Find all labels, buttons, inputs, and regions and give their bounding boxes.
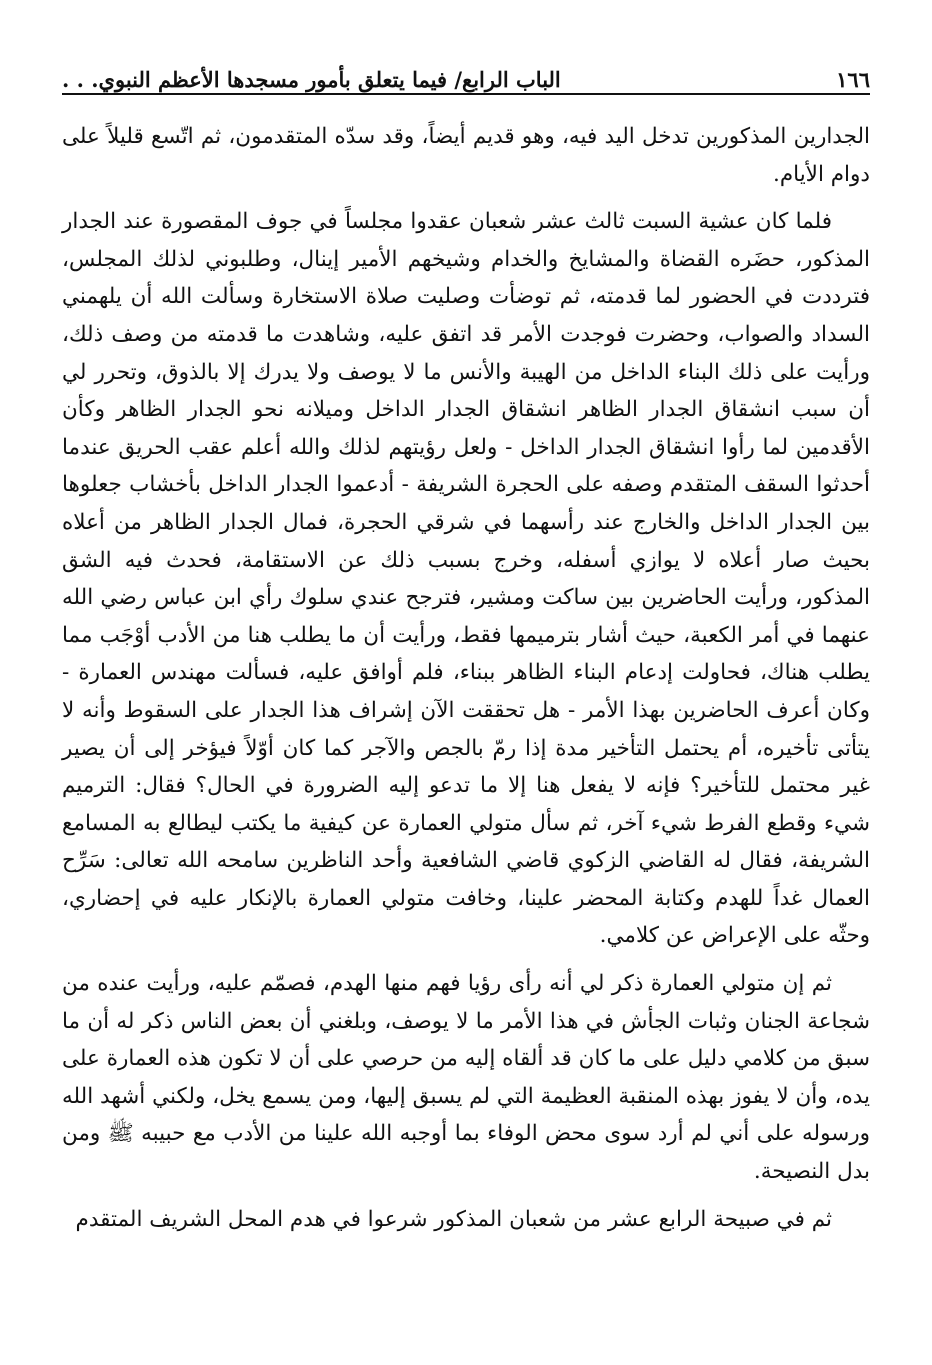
page-number: ١٦٦ bbox=[836, 67, 870, 92]
page-header bbox=[62, 56, 870, 92]
page-body bbox=[62, 118, 870, 1238]
paragraph-3: ثم إن متولي العمارة ذكر لي أنه رأى رؤيا فهم منها الهدم، فصمّم عليه، ورأيت عنده من شجاعة الجنان وثبات الجأش في هذا الأمر ما لا يوصف، وبلغني أن بعض الناس ذكر له أن ما سبق من كلامي دليل على ما كان قد ألقاه إليه من حرصي على أن لا تكون هذه العمارة على يده، وأن لا يفوز بهذه المنقبة العظيمة التي لم يسبق إليها، ومن يسمع يخل، ولكني أشهد الله ورسوله على أني لم أرد سوى محض الوفاء بما أوجبه الله علينا من الأدب مع حبيبه ﷺ ومن بدل النصيحة. bbox=[62, 971, 870, 1185]
paragraph-2: فلما كان عشية السبت ثالث عشر شعبان عقدوا مجلساً في جوف المقصورة عند الجدار المذكور، حضَره القضاة والمشايخ والخدام وشيخهم الأمير إينال، وطلبوني لذلك المجلس، فترددت في الحضور لما قدمته، ثم توضأت وصليت صلاة الاستخارة وسألت الله أن يلهمني السداد والصواب، وحضرت فوجدت الأمر قد اتفق عليه، وشاهدت ما قدمته من وصف ذلك، ورأيت على ذلك البناء الداخل من الهيبة والأنس ما لا يوصف ولا يدرك إلا بالذوق، وتحرر لي أن سبب انشقاق الجدار الظاهر انشقاق الجدار الداخل وميلانه نحو الجدار الظاهر وكأن الأقدمين لما رأوا انشقاق الجدار الداخل - ولعل رؤيتهم لذلك والله أعلم عقب الحريق عندما أحدثوا السقف المتقدم وصفه على الحجرة الشريفة - أدعموا الجدار الداخل بأخشاب جعلوها بين الجدار الداخل والخارج عند رأسهما في شرقي الحجرة، فمال الجدار الظاهر من أعلاه بحيث صار أعلاه لا يوازي أسفله، وخرج بسبب ذلك عن الاستقامة، فحدث فيه الشق المذكور، ورأيت الحاضرين بين ساكت ومشير، فترجح عندي سلوك رأي ابن عباس رضي الله عنهما في أمر الكعبة، حيث أشار بترميمها فقط، ورأيت أن ما يطلب هنا من الأدب أوْجَب مما يطلب هناك، فحاولت إدعام البناء الظاهر ببناء، فلم أوافق عليه، فسألت مهندس العمارة - وكان أعرف الحاضرين بهذا الأمر - هل تحققت الآن إشراف هذا الجدار على السقوط وأنه لا يتأتى تأخيره، أم يحتمل التأخير مدة إذا رمّ بالجص والآجر كما كان أوّلاً فيؤخر إلى أن يصير غير محتمل للتأخير؟ فإنه لا يفعل هنا إلا ما تدعو إليه الضرورة في الحال؟ فقال: الترميم شيء وقطع الفرط شيء آخر، ثم سأل متولي العمارة عن كيفية ما يكتب ليطالع به المسامع الشريفة، فقال له القاضي الزكوي قاضي الشافعية وأحد الناظرين سامحه الله تعالى: سَرِّح العمال غداً للهدم وكتابة المحضر علينا، وخافت متولي العمارة بالإنكار عليه في إحضاري، وحثّه على الإعراض عن كلامي. bbox=[62, 209, 870, 949]
paragraph-4: ثم في صبيحة الرابع عشر من شعبان المذكور شرعوا في هدم المحل الشريف المتقدم bbox=[75, 1206, 832, 1232]
running-title: الباب الرابع/ فيما يتعلق بأمور مسجدها الأعظم النبوي. . . bbox=[62, 67, 561, 92]
paragraph-1: الجدارين المذكورين تدخل اليد فيه، وهو قديم أيضاً، وقد سدّه المتقدمون، ثم اتّسع قليلاً على دوام الأيام. bbox=[62, 124, 870, 187]
header-rule bbox=[62, 93, 870, 95]
